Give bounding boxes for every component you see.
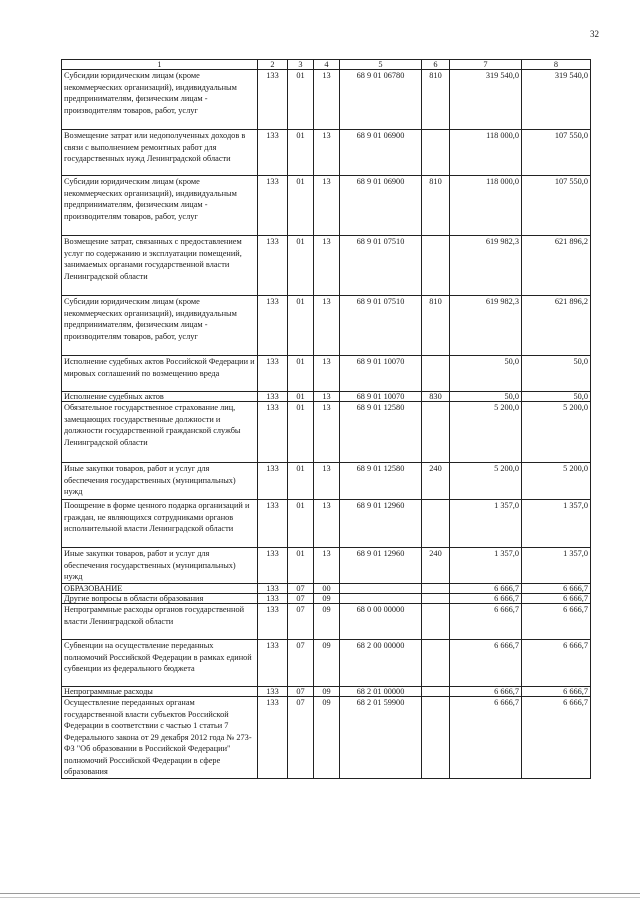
value-cell: 133 <box>258 548 288 584</box>
table-row <box>62 392 591 402</box>
value-cell: 01 <box>288 463 314 500</box>
value-cell <box>422 687 450 697</box>
value-cell: 68 0 00 00000 <box>340 604 422 640</box>
value-cell: 13 <box>314 130 340 176</box>
expense-name-cell: Иные закупки товаров, работ и услуг для обеспечения государственных (муниципальных) нужд <box>62 463 258 500</box>
value-cell: 68 9 01 06780 <box>340 70 422 130</box>
value-cell: 09 <box>314 687 340 697</box>
table-row <box>62 236 591 296</box>
value-cell: 319 540,0 <box>522 70 591 130</box>
table-row <box>62 640 591 687</box>
value-cell <box>422 402 450 463</box>
value-cell: 133 <box>258 584 288 594</box>
value-cell: 13 <box>314 356 340 392</box>
value-cell: 13 <box>314 176 340 236</box>
value-cell: 01 <box>288 70 314 130</box>
value-cell: 5 200,0 <box>522 463 591 500</box>
value-cell: 133 <box>258 236 288 296</box>
value-cell: 133 <box>258 296 288 356</box>
value-cell: 68 2 01 59900 <box>340 697 422 779</box>
table-row <box>62 356 591 392</box>
value-cell: 50,0 <box>522 356 591 392</box>
value-cell: 621 896,2 <box>522 236 591 296</box>
value-cell: 6 666,7 <box>450 687 522 697</box>
value-cell: 133 <box>258 463 288 500</box>
value-cell: 5 200,0 <box>522 402 591 463</box>
value-cell: 810 <box>422 296 450 356</box>
value-cell: 133 <box>258 640 288 687</box>
table-row <box>62 402 591 463</box>
value-cell <box>422 604 450 640</box>
value-cell: 619 982,3 <box>450 296 522 356</box>
page-number: 32 <box>590 29 599 39</box>
value-cell: 107 550,0 <box>522 130 591 176</box>
column-header: 1 <box>62 60 258 70</box>
value-cell: 13 <box>314 70 340 130</box>
scan-edge-line <box>0 897 640 898</box>
table-row <box>62 548 591 584</box>
table-row <box>62 687 591 697</box>
expense-name-cell: Иные закупки товаров, работ и услуг для обеспечения государственных (муниципальных) нужд <box>62 548 258 584</box>
value-cell: 810 <box>422 176 450 236</box>
value-cell: 68 9 01 06900 <box>340 176 422 236</box>
value-cell: 13 <box>314 296 340 356</box>
value-cell: 01 <box>288 130 314 176</box>
value-cell: 68 9 01 12960 <box>340 500 422 548</box>
value-cell: 01 <box>288 236 314 296</box>
value-cell: 133 <box>258 500 288 548</box>
table-row <box>62 130 591 176</box>
value-cell: 133 <box>258 356 288 392</box>
value-cell: 01 <box>288 356 314 392</box>
value-cell: 6 666,7 <box>522 640 591 687</box>
value-cell: 07 <box>288 604 314 640</box>
table-row <box>62 176 591 236</box>
column-header: 5 <box>340 60 422 70</box>
value-cell: 6 666,7 <box>522 604 591 640</box>
expense-name-cell: Субсидии юридическим лицам (кроме некоммерческих организаций), индивидуальным предпринимателям, физическим лицам - производителям товаров, работ, услуг <box>62 296 258 356</box>
value-cell: 118 000,0 <box>450 176 522 236</box>
value-cell: 319 540,0 <box>450 70 522 130</box>
value-cell: 13 <box>314 500 340 548</box>
value-cell: 13 <box>314 402 340 463</box>
column-header: 3 <box>288 60 314 70</box>
expense-name-cell: ОБРАЗОВАНИЕ <box>62 584 258 594</box>
value-cell: 68 9 01 07510 <box>340 296 422 356</box>
table-body <box>62 70 591 779</box>
column-header: 8 <box>522 60 591 70</box>
budget-table <box>61 59 591 779</box>
scan-edge-line <box>0 893 640 894</box>
value-cell: 01 <box>288 392 314 402</box>
value-cell: 118 000,0 <box>450 130 522 176</box>
column-header: 4 <box>314 60 340 70</box>
value-cell: 07 <box>288 640 314 687</box>
value-cell <box>422 356 450 392</box>
value-cell <box>422 584 450 594</box>
value-cell: 68 9 01 06900 <box>340 130 422 176</box>
value-cell: 6 666,7 <box>522 687 591 697</box>
table-row <box>62 697 591 779</box>
value-cell: 830 <box>422 392 450 402</box>
value-cell: 50,0 <box>450 392 522 402</box>
value-cell <box>422 640 450 687</box>
value-cell: 240 <box>422 463 450 500</box>
value-cell: 6 666,7 <box>450 697 522 779</box>
value-cell: 50,0 <box>522 392 591 402</box>
value-cell: 68 9 01 12580 <box>340 463 422 500</box>
value-cell: 01 <box>288 500 314 548</box>
expense-name-cell: Исполнение судебных актов Российской Федерации и мировых соглашений по возмещению вреда <box>62 356 258 392</box>
value-cell: 68 9 01 12580 <box>340 402 422 463</box>
expense-name-cell: Другие вопросы в области образования <box>62 594 258 604</box>
value-cell: 68 2 01 00000 <box>340 687 422 697</box>
value-cell: 01 <box>288 402 314 463</box>
value-cell <box>422 500 450 548</box>
value-cell: 6 666,7 <box>522 697 591 779</box>
value-cell: 01 <box>288 176 314 236</box>
expense-name-cell: Возмещение затрат, связанных с предоставлением услуг по содержанию и эксплуатации помещений, занимаемых органами государственной власти Ленинградской области <box>62 236 258 296</box>
value-cell: 133 <box>258 70 288 130</box>
expense-name-cell: Возмещение затрат или недополученных доходов в связи с выполнением ремонтных работ для государственных нужд Ленинградской области <box>62 130 258 176</box>
value-cell: 68 9 01 10070 <box>340 392 422 402</box>
value-cell <box>422 697 450 779</box>
value-cell: 09 <box>314 697 340 779</box>
value-cell: 13 <box>314 463 340 500</box>
value-cell: 13 <box>314 236 340 296</box>
table-row <box>62 594 591 604</box>
expense-name-cell: Осуществление переданных органам государственной власти субъектов Российской Федерации в соответствии с частью 1 статьи 7 Федерального закона от 29 декабря 2012 года № 273-ФЗ "Об образовании в Российской Федерации" полномочий Российской Федерации в сфере образования <box>62 697 258 779</box>
value-cell: 1 357,0 <box>522 500 591 548</box>
value-cell: 01 <box>288 548 314 584</box>
expense-name-cell: Субсидии юридическим лицам (кроме некоммерческих организаций), индивидуальным предпринимателям, физическим лицам - производителям товаров, работ, услуг <box>62 176 258 236</box>
value-cell <box>422 130 450 176</box>
value-cell: 07 <box>288 584 314 594</box>
value-cell: 01 <box>288 296 314 356</box>
value-cell: 50,0 <box>450 356 522 392</box>
value-cell: 619 982,3 <box>450 236 522 296</box>
table-header-row <box>62 60 591 70</box>
expense-name-cell: Субвенции на осуществление переданных полномочий Российской Федерации в рамках единой субвенции из федерального бюджета <box>62 640 258 687</box>
value-cell: 68 9 01 10070 <box>340 356 422 392</box>
value-cell: 1 357,0 <box>450 500 522 548</box>
table-row <box>62 604 591 640</box>
value-cell: 6 666,7 <box>450 604 522 640</box>
value-cell: 5 200,0 <box>450 402 522 463</box>
table-row <box>62 463 591 500</box>
value-cell: 13 <box>314 548 340 584</box>
value-cell: 68 9 01 12960 <box>340 548 422 584</box>
table-row <box>62 70 591 130</box>
value-cell: 09 <box>314 604 340 640</box>
table-row <box>62 500 591 548</box>
value-cell: 07 <box>288 687 314 697</box>
value-cell: 09 <box>314 594 340 604</box>
expense-name-cell: Исполнение судебных актов <box>62 392 258 402</box>
value-cell <box>340 594 422 604</box>
value-cell: 133 <box>258 604 288 640</box>
expense-name-cell: Обязательное государственное страхование лиц, замещающих государственные должности и должности государственной гражданской службы Ленинградской области <box>62 402 258 463</box>
expense-name-cell: Непрограммные расходы органов государственной власти Ленинградской области <box>62 604 258 640</box>
value-cell: 6 666,7 <box>450 640 522 687</box>
value-cell: 00 <box>314 584 340 594</box>
value-cell: 5 200,0 <box>450 463 522 500</box>
value-cell: 07 <box>288 697 314 779</box>
value-cell <box>422 594 450 604</box>
value-cell: 07 <box>288 594 314 604</box>
expense-name-cell: Непрограммные расходы <box>62 687 258 697</box>
value-cell: 133 <box>258 392 288 402</box>
value-cell: 09 <box>314 640 340 687</box>
value-cell: 6 666,7 <box>450 584 522 594</box>
table-row <box>62 296 591 356</box>
value-cell: 6 666,7 <box>450 594 522 604</box>
value-cell <box>422 236 450 296</box>
value-cell: 68 2 00 00000 <box>340 640 422 687</box>
value-cell: 240 <box>422 548 450 584</box>
value-cell: 133 <box>258 176 288 236</box>
value-cell: 133 <box>258 594 288 604</box>
value-cell: 1 357,0 <box>522 548 591 584</box>
value-cell: 107 550,0 <box>522 176 591 236</box>
column-header: 6 <box>422 60 450 70</box>
expense-name-cell: Субсидии юридическим лицам (кроме некоммерческих организаций), индивидуальным предпринимателям, физическим лицам - производителям товаров, работ, услуг <box>62 70 258 130</box>
value-cell <box>340 584 422 594</box>
value-cell: 133 <box>258 402 288 463</box>
value-cell: 6 666,7 <box>522 594 591 604</box>
value-cell: 133 <box>258 697 288 779</box>
value-cell: 133 <box>258 687 288 697</box>
value-cell: 621 896,2 <box>522 296 591 356</box>
value-cell: 68 9 01 07510 <box>340 236 422 296</box>
column-header: 2 <box>258 60 288 70</box>
table-row <box>62 584 591 594</box>
expense-name-cell: Поощрение в форме ценного подарка организаций и граждан, не являющихся сотрудниками органов исполнительной власти Ленинградской области <box>62 500 258 548</box>
value-cell: 810 <box>422 70 450 130</box>
value-cell: 6 666,7 <box>522 584 591 594</box>
value-cell: 1 357,0 <box>450 548 522 584</box>
value-cell: 13 <box>314 392 340 402</box>
value-cell: 133 <box>258 130 288 176</box>
column-header: 7 <box>450 60 522 70</box>
